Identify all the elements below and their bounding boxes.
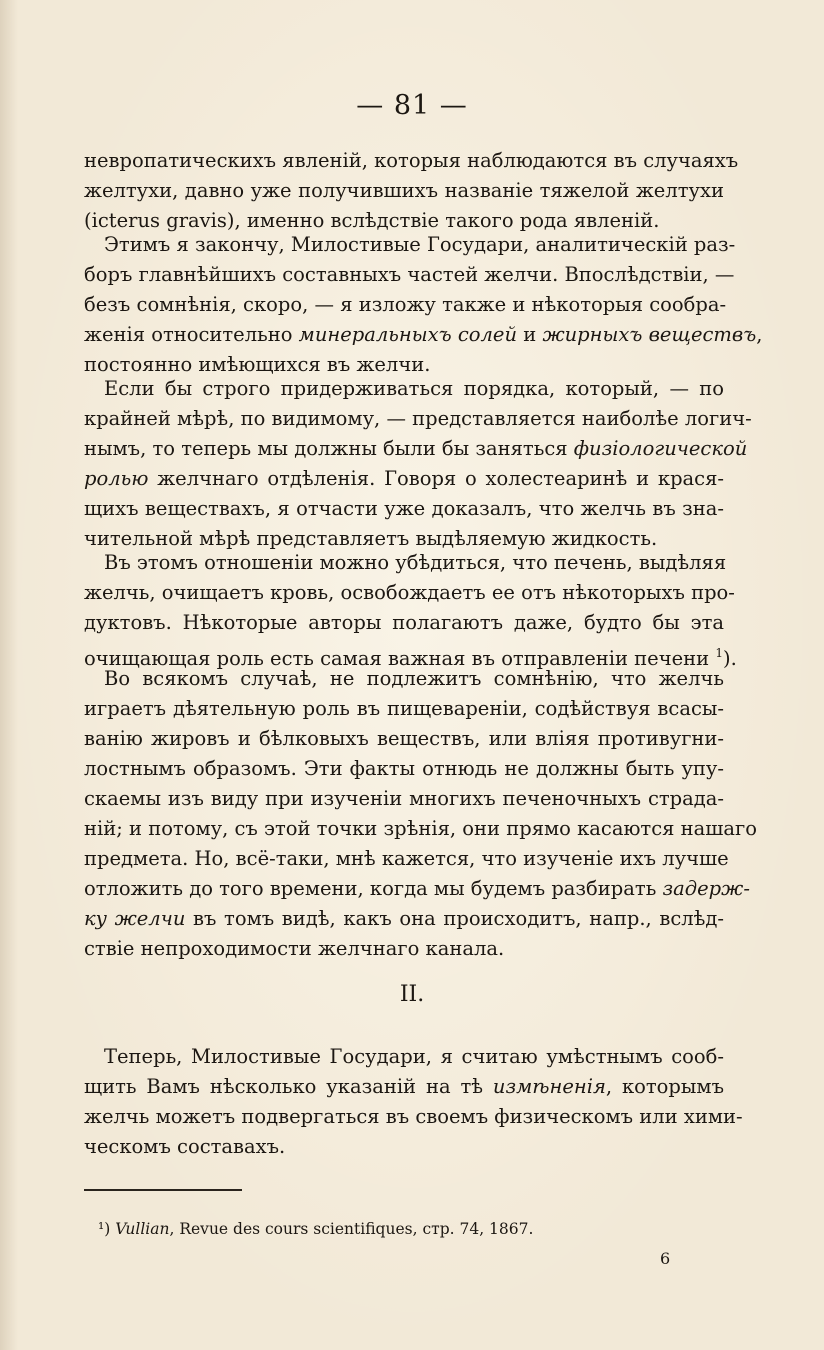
section-heading: II. — [399, 982, 425, 1007]
text-line: постоянно имѣющихся въ желчи. — [84, 353, 431, 376]
paragraph-6 — [84, 1042, 743, 1162]
text-line: щихъ веществахъ, я отчасти уже доказалъ, что желчь въ зна- — [84, 497, 724, 520]
text-line: лостнымъ образомъ. Эти факты отнюдь не должны быть упу- — [84, 757, 724, 780]
text-line: безъ сомнѣнія, скоро, — я изложу также и нѣкоторыя сообра- — [84, 293, 727, 316]
text-line: Этимъ я закончу, Милостивые Государи, аналитическій раз- — [104, 233, 736, 256]
text-line: ванію жировъ и бѣлковыхъ веществъ, или вліяя противугни- — [84, 727, 724, 750]
text-run: желчнаго отдѣленія. Говоря о холестеаринѣ и крася- — [148, 467, 724, 490]
paragraph-4 — [84, 548, 737, 670]
footnote-author: Vullian — [115, 1220, 170, 1238]
text-run: , которымъ — [605, 1075, 725, 1098]
text-line: Во всякомъ случаѣ, не подлежитъ сомнѣнію, что желчь — [104, 667, 724, 690]
footnote-rule — [84, 1189, 242, 1191]
italic-term: ку желчи — [84, 907, 186, 930]
text-run: женія относительно — [84, 323, 299, 346]
text-line: чительной мѣрѣ представляетъ выдѣляемую жидкость. — [84, 527, 658, 550]
text-line — [84, 464, 724, 494]
text-line: Теперь, Милостивые Государи, я считаю умѣстнымъ сооб- — [104, 1045, 724, 1068]
italic-term: измѣненія — [492, 1075, 606, 1098]
text-line: предмета. Но, всё-таки, мнѣ кажется, что изученіе ихъ лучше — [84, 847, 729, 870]
italic-term: физіологической — [573, 437, 748, 460]
text-run: нымъ, то теперь мы должны были бы заняться — [84, 437, 574, 460]
text-run: отложить до того времени, когда мы будемъ разбирать — [84, 877, 663, 900]
paragraph-1 — [84, 146, 739, 236]
text-run: , — [756, 323, 763, 346]
signature-mark: 6 — [660, 1249, 671, 1268]
text-line: скаемы изъ виду при изученіи многихъ печеночныхъ страда- — [84, 787, 724, 810]
italic-term: минеральныхъ солей — [298, 323, 518, 346]
text-line — [84, 320, 763, 350]
text-line: желчь, очищаетъ кровь, освобождаетъ ее отъ нѣкоторыхъ про- — [84, 581, 735, 604]
text-line: (icterus gravis), именно вслѣдствіе такого рода явленій. — [84, 209, 660, 232]
text-line: Если бы строго придерживаться порядка, который, — по — [104, 377, 724, 400]
text-line: желчь можетъ подвергаться въ своемъ физическомъ или хими- — [84, 1105, 743, 1128]
footnote-marker: ¹) — [98, 1220, 111, 1238]
italic-term: ролью — [84, 467, 149, 490]
text-line: ческомъ составахъ. — [84, 1135, 286, 1158]
text-line — [84, 434, 748, 464]
text-run: щить Вамъ нѣсколько указаній на тѣ — [84, 1075, 493, 1098]
footnote — [98, 1220, 533, 1238]
text-line: играетъ дѣятельную роль въ пищевареніи, содѣйствуя всасы- — [84, 697, 724, 720]
text-line — [84, 874, 750, 904]
text-line: ствіе непроходимости желчнаго канала. — [84, 937, 505, 960]
italic-term: задерж- — [662, 877, 750, 900]
text-line: невропатическихъ явленій, которыя наблюдаются въ случаяхъ — [84, 149, 739, 172]
text-line — [84, 904, 724, 934]
text-run: ). — [722, 647, 737, 670]
text-line: Въ этомъ отношеніи можно убѣдиться, что печень, выдѣляя — [104, 551, 727, 574]
text-line: крайней мѣрѣ, по видимому, — представляется наиболѣе логич- — [84, 407, 752, 430]
text-run: въ томъ видѣ, какъ она происходитъ, напр., вслѣд- — [185, 907, 725, 930]
italic-term: жирныхъ веществъ — [542, 323, 757, 346]
page-edge-shadow — [0, 0, 18, 1350]
text-line: дуктовъ. Нѣкоторые авторы полагаютъ даже, будто бы эта — [84, 611, 724, 634]
footnote-text: , Revue des cours scientifiques, стр. 74, 1867. — [169, 1220, 534, 1238]
text-line: ній; и потому, съ этой точки зрѣнія, они прямо касаются нашаго — [84, 817, 757, 840]
text-run: очищающая роль есть самая важная въ отправленіи печени — [84, 647, 710, 670]
text-run: и — [517, 323, 543, 346]
text-line — [84, 1072, 724, 1102]
page-number: — 81 — — [356, 90, 468, 121]
text-line: боръ главнѣйшихъ составныхъ частей желчи. Впослѣдствіи, — — [84, 263, 735, 286]
footnote-reference: 1 — [715, 646, 723, 660]
paragraph-5 — [84, 664, 757, 964]
paragraph-3 — [84, 374, 752, 554]
paragraph-2 — [84, 230, 763, 380]
text-line: желтухи, давно уже получившихъ названіе тяжелой желтухи — [84, 179, 724, 202]
